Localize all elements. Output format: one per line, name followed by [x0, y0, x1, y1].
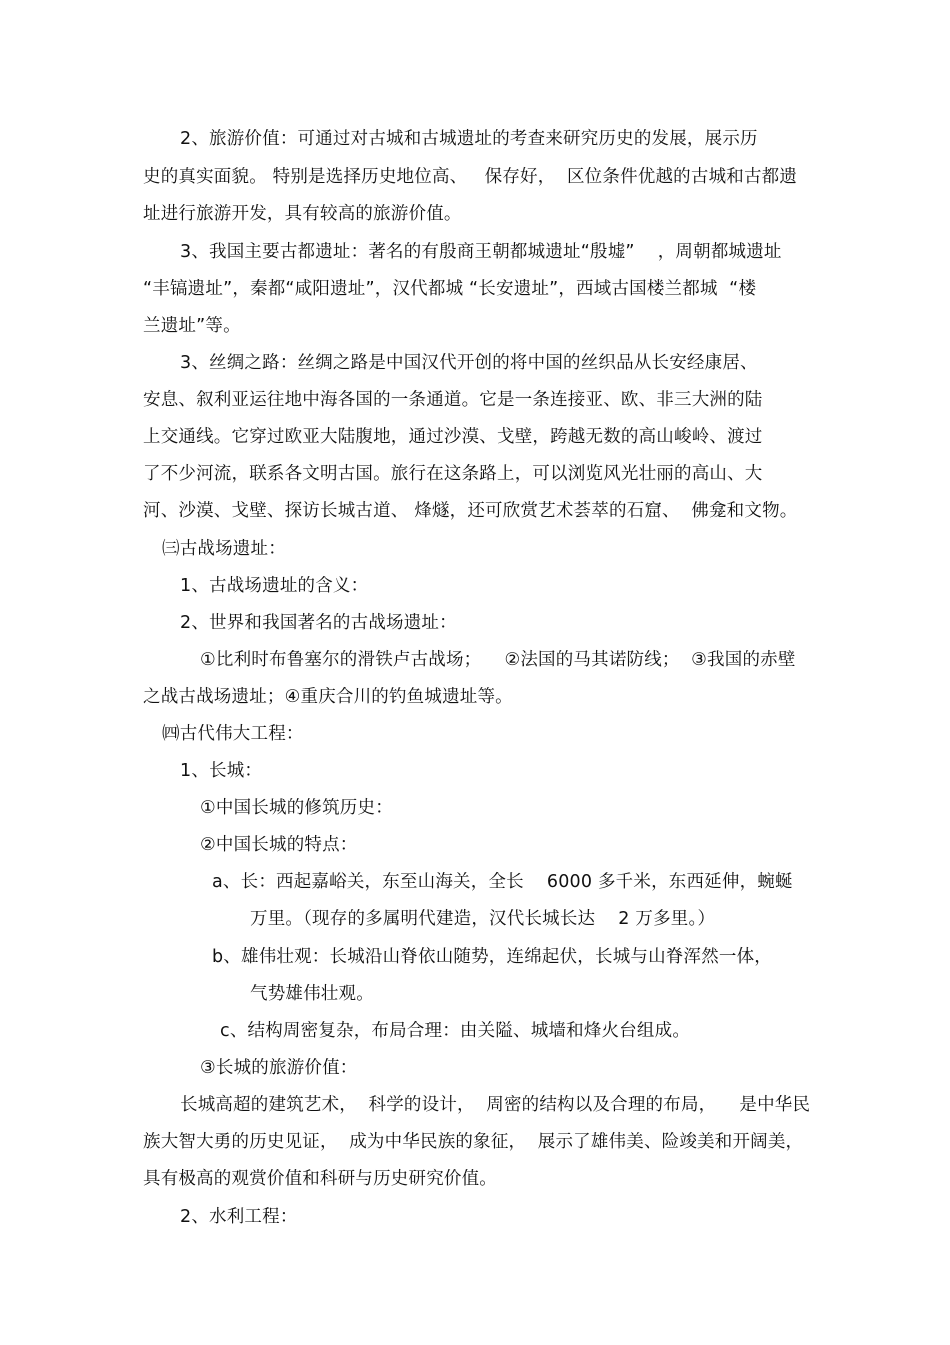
text-line: b、雄伟壮观：长城沿山脊依山随势，连绵起伏，长城与山脊浑然一体， [212, 947, 773, 967]
text-line: ②中国长城的特点： [200, 835, 358, 855]
text-line: 具有极高的观赏价值和科研与历史研究价值。 [143, 1169, 497, 1189]
text-line: 2、世界和我国著名的古战场遗址： [180, 613, 457, 633]
text-line: 2、旅游价值：可通过对古城和古城遗址的考查来研究历史的发展，展示历 [180, 129, 758, 149]
text-line: 之战古战场遗址；④重庆合川的钓鱼城遗址等。 [143, 687, 513, 707]
text-line: 安息、叙利亚运往地中海各国的一条通道。它是一条连接亚、欧、非三大洲的陆 [143, 390, 763, 410]
text-line: 了不少河流，联系各文明古国。旅行在这条路上，可以浏览风光壮丽的高山、大 [143, 464, 763, 484]
text-line: 长城高超的建筑艺术， 科学的设计， 周密的结构以及合理的布局， 是中华民 [180, 1095, 811, 1115]
text-line: c、结构周密复杂，布局合理：由关隘、城墙和烽火台组成。 [220, 1021, 691, 1041]
text-line: 族大智大勇的历史见证， 成为中华民族的象征， 展示了雄伟美、险竣美和开阔美， [143, 1132, 804, 1152]
text-line: a、长：西起嘉峪关，东至山海关，全长 6000 多千米，东西延伸，蜿蜒 [212, 872, 793, 892]
text-line: 河、沙漠、戈壁、探访长城古道、 烽燧，还可欣赏艺术荟萃的石窟、 佛龛和文物。 [143, 501, 798, 521]
text-line: ①中国长城的修筑历史： [200, 798, 393, 818]
text-line: 址进行旅游开发，具有较高的旅游价值。 [143, 204, 462, 224]
text-line: 1、长城： [180, 761, 263, 781]
text-line: 万里。（现存的多属明代建造，汉代长城长达 2 万多里。） [250, 909, 716, 929]
text-line: 1、古战场遗址的含义： [180, 576, 369, 596]
text-line: “丰镐遗址”，秦都“咸阳遗址”，汉代都城 “长安遗址”，西域古国楼兰都城 “楼 [143, 279, 757, 299]
text-line: 史的真实面貌。 特别是选择历史地位高、 保存好， 区位条件优越的古城和古都遗 [143, 167, 798, 187]
text-line: 气势雄伟壮观。 [250, 984, 374, 1004]
text-line: ①比利时布鲁塞尔的滑铁卢古战场； ②法国的马其诺防线； ③我国的赤壁 [200, 650, 796, 670]
text-line: 兰遗址”等。 [143, 316, 241, 336]
text-line: 上交通线。它穿过欧亚大陆腹地，通过沙漠、戈壁，跨越无数的高山峻岭、渡过 [143, 427, 763, 447]
text-line: ③长城的旅游价值： [200, 1058, 358, 1078]
section-heading: ㈣古代伟大工程： [162, 724, 304, 744]
text-line: 2、水利工程： [180, 1207, 298, 1227]
text-line: 3、我国主要古都遗址：著名的有殷商王朝都城遗址“殷墟” ，周朝都城遗址 [180, 242, 782, 262]
section-heading: ㈢古战场遗址： [162, 539, 286, 559]
text-line: 3、丝绸之路：丝绸之路是中国汉代开创的将中国的丝织品从长安经康居、 [180, 353, 758, 373]
